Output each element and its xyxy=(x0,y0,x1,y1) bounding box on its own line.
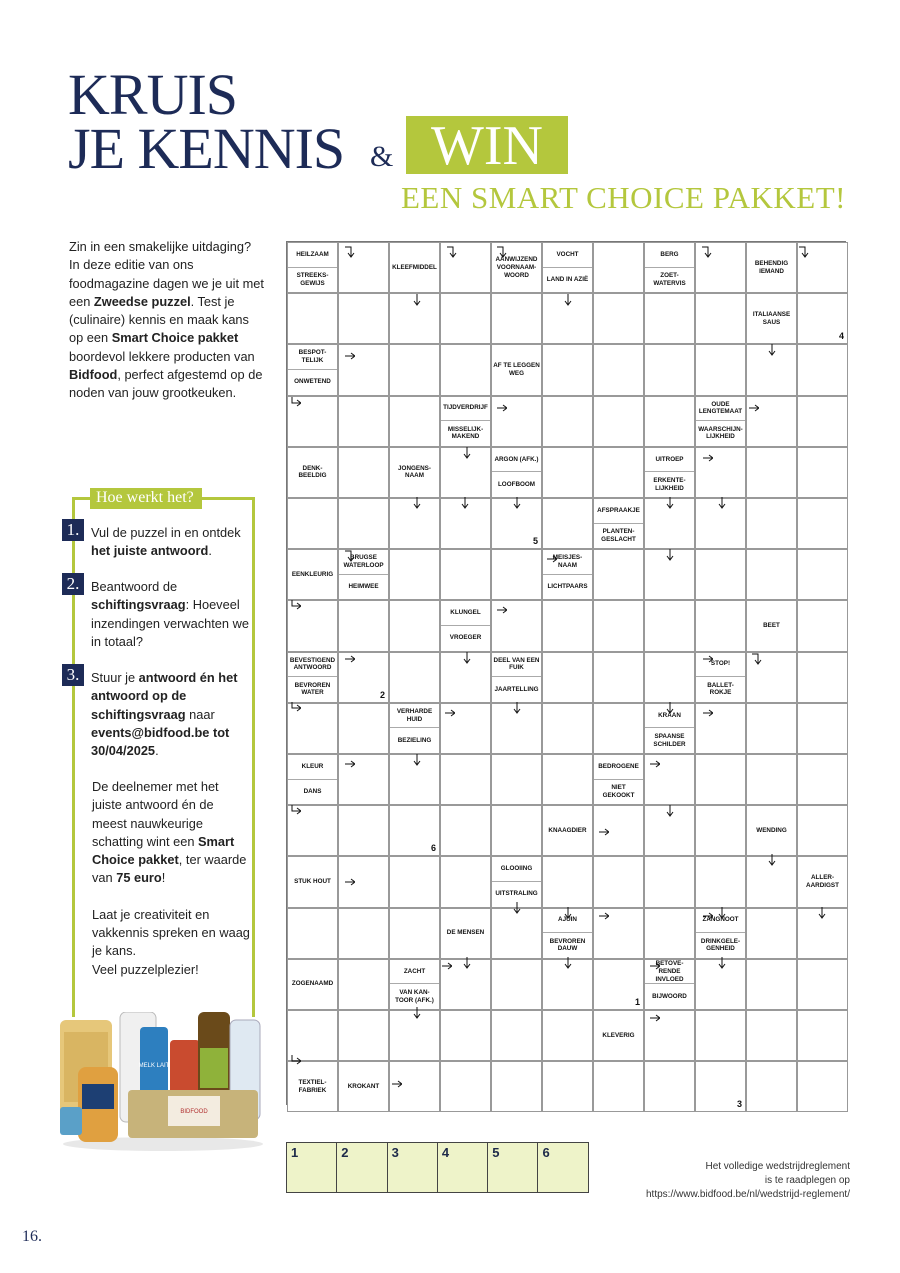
clue-cell: VERHARDE HUID xyxy=(390,704,439,729)
clue-arrow-icon xyxy=(445,707,455,719)
step-2-number: 2. xyxy=(62,573,84,595)
win-text: WIN xyxy=(431,115,543,177)
clue-cell: ERKENTE-LIJKHEID xyxy=(653,476,686,492)
win-badge xyxy=(406,115,568,177)
grid-cell[interactable] xyxy=(389,396,440,447)
grid-cell[interactable] xyxy=(746,959,797,1010)
clue-arrow-icon xyxy=(412,1007,422,1019)
clue-arrow-icon xyxy=(345,758,355,770)
grid-cell[interactable] xyxy=(542,652,593,703)
solution-number: 1 xyxy=(635,997,641,1007)
clue-arrow-icon xyxy=(512,497,522,509)
clue-arrow-icon xyxy=(650,960,660,972)
clue-cell: STOP! xyxy=(696,653,745,678)
product-package-image xyxy=(58,1012,268,1152)
grid-cell[interactable] xyxy=(491,293,542,344)
grid-cell[interactable] xyxy=(593,1061,644,1112)
grid-cell[interactable] xyxy=(287,908,338,959)
answer-row xyxy=(286,1142,589,1193)
answer-cell[interactable]: 2 xyxy=(337,1143,387,1192)
clue-arrow-icon xyxy=(412,294,422,306)
solution-number: 6 xyxy=(431,843,437,854)
grid-cell[interactable] xyxy=(338,703,389,754)
grid-cell[interactable] xyxy=(593,242,644,293)
grid-cell[interactable] xyxy=(338,293,389,344)
answer-cell[interactable]: 6 xyxy=(542,1145,550,1160)
clue-arrow-icon xyxy=(462,447,472,459)
grid-cell[interactable] xyxy=(491,754,542,805)
grid-cell[interactable] xyxy=(746,1010,797,1061)
clue-cell: UITSTRALING xyxy=(495,890,538,898)
grid-cell[interactable] xyxy=(338,396,389,447)
clue-arrow-icon xyxy=(291,1055,301,1067)
clue-arrow-icon xyxy=(345,550,355,562)
grid-cell[interactable] xyxy=(542,447,593,498)
grid-cell[interactable] xyxy=(440,856,491,907)
outro-text xyxy=(92,778,250,979)
page-number: 16. xyxy=(22,1228,42,1245)
clue-cell: AF TE LEGGEN WEG xyxy=(493,362,540,377)
clue-arrow-icon xyxy=(447,246,457,258)
how-it-works-label: Hoe werkt het? xyxy=(90,488,202,509)
grid-cell[interactable] xyxy=(440,293,491,344)
grid-cell[interactable] xyxy=(491,959,542,1010)
clue-arrow-icon xyxy=(345,350,355,362)
grid-cell[interactable] xyxy=(797,396,848,447)
grid-cell[interactable] xyxy=(797,600,848,651)
grid-cell[interactable] xyxy=(542,344,593,395)
step-part: : Hoeveel inzendingen verwachten we in totaal? xyxy=(91,597,249,649)
grid-cell[interactable] xyxy=(491,805,542,856)
grid-cell[interactable] xyxy=(695,856,746,907)
clue-arrow-icon xyxy=(563,957,573,969)
grid-cell[interactable] xyxy=(287,293,338,344)
clue-cell: AANWIJZEND VOORNAAM-WOORD xyxy=(495,255,538,279)
clue-arrow-icon xyxy=(703,452,713,464)
clue-arrow-icon xyxy=(460,497,470,509)
product-label: BIDFOOD xyxy=(180,1109,208,1115)
clue-arrow-icon xyxy=(703,910,713,922)
clue-cell: LOOFBOOM xyxy=(497,480,536,488)
outro-bold: 75 euro xyxy=(116,870,162,886)
clue-cell: JAARTELLING xyxy=(494,685,539,693)
step-part: Vul de puzzel in en ontdek xyxy=(91,525,241,540)
clue-arrow-icon xyxy=(717,497,727,509)
clue-cell: ITALIAANSE SAUS xyxy=(752,310,791,326)
intro-bold: Bidfood xyxy=(69,367,118,383)
grid-cell[interactable] xyxy=(746,754,797,805)
clue-cell: DENK-BEELDIG xyxy=(298,464,327,480)
step-1-text xyxy=(91,524,251,561)
clue-cell: BEET xyxy=(763,622,780,630)
grid-cell[interactable] xyxy=(389,856,440,907)
answer-cell[interactable]: 4 xyxy=(438,1143,488,1192)
clue-cell: LAND IN AZIË xyxy=(546,275,589,283)
clue-cell: HEIMWEE xyxy=(348,583,379,591)
clue-cell: JONGENS-NAAM xyxy=(398,464,431,480)
clue-cell: GLOOIING xyxy=(492,857,541,882)
clue-arrow-icon xyxy=(749,402,759,414)
clue-cell: ZACHT xyxy=(390,960,439,985)
grid-cell[interactable] xyxy=(593,600,644,651)
clue-cell: BEDROGENE xyxy=(594,755,643,780)
clue-arrow-icon xyxy=(512,902,522,914)
clue-arrow-icon xyxy=(665,497,675,509)
clue-cell: BRUGSE WATERLOOP xyxy=(339,550,388,575)
grid-cell[interactable] xyxy=(797,703,848,754)
clue-arrow-icon xyxy=(717,907,727,919)
clue-arrow-icon xyxy=(665,549,675,561)
grid-cell[interactable] xyxy=(542,396,593,447)
grid-cell[interactable] xyxy=(338,498,389,549)
grid-cell[interactable] xyxy=(287,1010,338,1061)
clue-cell: STUK HOUT xyxy=(294,878,331,886)
grid-cell[interactable] xyxy=(389,908,440,959)
grid-cell[interactable] xyxy=(593,856,644,907)
grid-cell[interactable] xyxy=(491,1061,542,1112)
clue-arrow-icon xyxy=(345,246,355,258)
grid-cell[interactable] xyxy=(440,549,491,600)
grid-cell[interactable] xyxy=(797,652,848,703)
clue-arrow-icon xyxy=(442,960,452,972)
outro-part: ! xyxy=(161,870,166,886)
grid-cell[interactable] xyxy=(797,805,848,856)
clue-cell: TIJDVERDRIJF xyxy=(441,397,490,422)
clue-arrow-icon xyxy=(412,497,422,509)
clue-cell: PLANTEN-GESLACHT xyxy=(601,528,636,543)
solution-number: 3 xyxy=(737,1099,743,1110)
grid-cell[interactable] xyxy=(491,549,542,600)
clue-arrow-icon xyxy=(767,344,777,356)
subtitle: EEN SMART CHOICE PAKKET! xyxy=(400,180,846,215)
clue-cell: LICHTPAARS xyxy=(547,583,588,591)
clue-cell: DE MENSEN xyxy=(446,929,485,937)
intro-part: boordevol lekkere producten van xyxy=(69,348,255,364)
grid-cell[interactable] xyxy=(797,549,848,600)
clue-cell: BALLET-ROKJE xyxy=(707,681,734,697)
clue-cell: ONWETEND xyxy=(294,378,331,386)
grid-cell[interactable] xyxy=(644,908,695,959)
clue-cell: KNAAGDIER xyxy=(548,826,587,834)
intro-bold: Zweedse puzzel xyxy=(93,293,191,309)
grid-cell[interactable] xyxy=(593,703,644,754)
clue-arrow-icon xyxy=(412,754,422,766)
clue-cell: BIJWOORD xyxy=(652,992,687,1000)
grid-cell[interactable] xyxy=(389,549,440,600)
grid-cell[interactable] xyxy=(644,652,695,703)
title-je-kennis: JE KENNIS xyxy=(68,116,345,181)
title-ampersand: & xyxy=(370,140,394,173)
grid-cell[interactable] xyxy=(746,498,797,549)
clue-cell: BEVESTIGEND ANTWOORD xyxy=(288,653,337,678)
step-part: naar xyxy=(185,706,215,722)
clue-arrow-icon xyxy=(291,600,301,612)
clue-cell: BERG xyxy=(645,243,694,268)
grid-cell[interactable] xyxy=(644,344,695,395)
clue-cell: ZOGENAAMD xyxy=(291,980,334,988)
grid-cell[interactable] xyxy=(644,396,695,447)
rules-line-2: is te raadplegen op xyxy=(764,1175,850,1186)
grid-cell[interactable] xyxy=(797,959,848,1010)
outro-wish: Veel puzzelplezier! xyxy=(92,961,199,977)
outro-part: De deelnemer met het juiste antwoord én de meest nauwkeurige schatting wint een xyxy=(92,779,219,849)
solution-number: 5 xyxy=(533,536,539,547)
grid-cell[interactable] xyxy=(389,600,440,651)
step-part: . xyxy=(208,543,212,559)
grid-cell[interactable] xyxy=(644,1061,695,1112)
clue-cell: ARGON (AFK.) xyxy=(492,448,541,473)
answer-cell[interactable]: 1 xyxy=(287,1143,337,1192)
grid-cell[interactable] xyxy=(338,1010,389,1061)
clue-arrow-icon xyxy=(291,397,301,409)
grid-cell[interactable] xyxy=(797,754,848,805)
step-bold: schiftingsvraag xyxy=(91,597,186,613)
answer-cell[interactable]: 5 xyxy=(488,1143,538,1192)
clue-arrow-icon xyxy=(752,653,762,665)
intro-text xyxy=(69,238,264,403)
clue-cell: OUDE LENGTEMAAT xyxy=(696,397,745,422)
grid-cell[interactable] xyxy=(746,549,797,600)
outro-bold: Smart Choice pakket xyxy=(92,833,235,868)
step-part: Beantwoord de xyxy=(91,579,178,594)
grid-cell[interactable] xyxy=(695,805,746,856)
clue-arrow-icon xyxy=(462,957,472,969)
clue-arrow-icon xyxy=(291,805,301,817)
clue-cell: KLEUR xyxy=(288,755,337,780)
clue-cell: KLEVERIG xyxy=(602,1031,635,1039)
crossword-grid xyxy=(286,241,846,1110)
clue-cell: KLUNGEL xyxy=(441,601,490,626)
clue-arrow-icon xyxy=(462,652,472,664)
clue-arrow-icon xyxy=(665,805,675,817)
grid-cell[interactable] xyxy=(797,498,848,549)
grid-cell[interactable] xyxy=(440,1061,491,1112)
clue-cell: ZOET-WATERVIS xyxy=(653,272,686,287)
clue-arrow-icon xyxy=(392,1078,402,1090)
grid-cell[interactable] xyxy=(695,600,746,651)
clue-cell: AJUIN xyxy=(543,909,592,934)
clue-arrow-icon xyxy=(767,854,777,866)
grid-cell[interactable] xyxy=(593,447,644,498)
grid-cell[interactable] xyxy=(746,447,797,498)
clue-cell: VOCHT xyxy=(543,243,592,268)
grid-cell[interactable] xyxy=(542,1010,593,1061)
grid-cell[interactable] xyxy=(542,600,593,651)
clue-cell: SPAANSE SCHILDER xyxy=(653,732,686,748)
intro-part: . Test je (culinaire) kennis en maak kans op een xyxy=(69,293,249,346)
grid-cell[interactable] xyxy=(593,549,644,600)
clue-cell: BEVROREN WATER xyxy=(294,681,331,697)
grid-cell[interactable] xyxy=(797,447,848,498)
grid-cell[interactable] xyxy=(542,498,593,549)
clue-arrow-icon xyxy=(702,246,712,258)
clue-cell: BEVROREN DAUW xyxy=(549,937,586,953)
grid-cell[interactable] xyxy=(338,805,389,856)
clue-cell: EENKLEURIG xyxy=(291,570,334,578)
clue-arrow-icon xyxy=(547,553,557,565)
grid-cell[interactable] xyxy=(593,396,644,447)
grid-cell[interactable] xyxy=(644,600,695,651)
answer-cell[interactable]: 3 xyxy=(388,1143,438,1192)
clue-arrow-icon xyxy=(717,957,727,969)
clue-cell: BEZIELING xyxy=(397,736,432,744)
clue-arrow-icon xyxy=(599,910,609,922)
clue-cell: DEEL VAN EEN FUIK xyxy=(492,653,541,678)
grid-cell[interactable] xyxy=(593,652,644,703)
clue-cell: ALLER-AARDIGST xyxy=(806,874,839,889)
grid-cell[interactable] xyxy=(797,1061,848,1112)
clue-arrow-icon xyxy=(703,653,713,665)
clue-cell: DRINKGELE-GENHEID xyxy=(700,937,741,953)
grid-cell[interactable] xyxy=(695,1010,746,1061)
clue-cell: BETOVE-RENDE INVLOED xyxy=(645,960,694,985)
step-part: . xyxy=(155,743,159,759)
grid-cell[interactable] xyxy=(542,703,593,754)
grid-cell[interactable] xyxy=(746,1061,797,1112)
grid-cell[interactable] xyxy=(338,600,389,651)
step-bold: events@bidfood.be tot 30/04/2025 xyxy=(91,724,230,759)
grid-cell[interactable] xyxy=(389,652,440,703)
outro-cta: Laat je creativiteit en vakkennis spreken en waag je kans. xyxy=(92,906,250,959)
step-3-number: 3. xyxy=(62,664,84,686)
grid-cell[interactable] xyxy=(389,344,440,395)
grid-cell[interactable] xyxy=(746,908,797,959)
grid-cell[interactable] xyxy=(338,959,389,1010)
grid-cell[interactable] xyxy=(440,1010,491,1061)
grid-cell[interactable] xyxy=(593,293,644,344)
outro-part: , ter waarde van xyxy=(92,852,247,886)
grid-cell[interactable] xyxy=(338,908,389,959)
clue-cell: UITROEP xyxy=(645,448,694,473)
grid-cell[interactable] xyxy=(593,344,644,395)
grid-cell[interactable] xyxy=(695,293,746,344)
clue-cell: ZANGNOOT xyxy=(696,909,745,934)
grid-cell[interactable] xyxy=(797,344,848,395)
clue-cell: MEISJES-NAAM xyxy=(543,550,592,575)
clue-arrow-icon xyxy=(291,702,301,714)
clue-cell: BESPOT-TELIJK xyxy=(288,345,337,370)
clue-arrow-icon xyxy=(512,702,522,714)
grid-cell[interactable] xyxy=(797,1010,848,1061)
step-3-text xyxy=(91,669,251,760)
clue-arrow-icon xyxy=(345,876,355,888)
clue-cell: KROKANT xyxy=(347,1082,380,1090)
clue-cell: KRAAN xyxy=(645,704,694,729)
grid-cell[interactable] xyxy=(440,805,491,856)
grid-cell[interactable] xyxy=(746,703,797,754)
clue-cell: STREEKS-GEWIJS xyxy=(296,272,329,287)
solution-number: 4 xyxy=(839,331,845,342)
grid-cell[interactable] xyxy=(695,549,746,600)
intro-bold: Smart Choice pakket xyxy=(111,330,239,346)
grid-cell[interactable] xyxy=(440,344,491,395)
clue-cell: DANS xyxy=(303,787,322,795)
clue-cell: KLEEFMIDDEL xyxy=(392,263,437,271)
grid-cell[interactable] xyxy=(491,1010,542,1061)
clue-arrow-icon xyxy=(703,707,713,719)
clue-arrow-icon xyxy=(497,246,507,258)
step-bold: antwoord én het antwoord op de schiftingsvraag xyxy=(91,670,238,722)
grid-cell[interactable] xyxy=(644,856,695,907)
grid-cell[interactable] xyxy=(542,856,593,907)
step-1-number: 1. xyxy=(62,519,84,541)
grid-cell[interactable] xyxy=(644,293,695,344)
clue-cell: NIET GEKOOKT xyxy=(602,784,635,799)
clue-cell: BEHENDIG IEMAND xyxy=(754,259,789,275)
intro-part: Zin in een smakelijke uitdaging? In deze editie van ons foodmagazine dagen we je uit met een xyxy=(69,239,264,309)
grid-cell[interactable] xyxy=(542,754,593,805)
clue-arrow-icon xyxy=(650,758,660,770)
clue-arrow-icon xyxy=(497,604,507,616)
clue-cell: AFSPRAAKJE xyxy=(594,499,643,524)
clue-cell: WENDING xyxy=(756,826,787,834)
clue-arrow-icon xyxy=(563,294,573,306)
step-2-text xyxy=(91,578,251,651)
rules-line-1: Het volledige wedstrijdreglement xyxy=(705,1161,850,1172)
clue-cell: MISSELIJK-MAKEND xyxy=(447,425,484,441)
grid-cell[interactable] xyxy=(338,447,389,498)
grid-cell[interactable] xyxy=(491,908,542,959)
clue-arrow-icon xyxy=(345,653,355,665)
grid-cell[interactable] xyxy=(287,498,338,549)
clue-cell: TEXTIEL-FABRIEK xyxy=(298,1078,327,1094)
clue-cell: VAN KAN-TOOR (AFK.) xyxy=(395,988,434,1004)
clue-arrow-icon xyxy=(497,402,507,414)
clue-arrow-icon xyxy=(817,907,827,919)
step-part: Stuur je xyxy=(91,670,139,685)
grid-cell[interactable] xyxy=(542,1061,593,1112)
intro-part: , perfect afgestemd op de noden van jouw grootkeuken. xyxy=(69,367,263,401)
title-kruis: KRUIS xyxy=(68,62,238,127)
rules-note xyxy=(646,1160,850,1202)
clue-arrow-icon xyxy=(799,246,809,258)
rules-link[interactable]: https://www.bidfood.be/nl/wedstrijd-reglement/ xyxy=(646,1189,850,1200)
product-label: MELK LAIT xyxy=(138,1063,170,1069)
solution-number: 2 xyxy=(380,689,386,700)
grid-cell[interactable] xyxy=(440,754,491,805)
step-bold: het juiste antwoord xyxy=(91,543,209,559)
clue-arrow-icon xyxy=(650,1012,660,1024)
grid-cell[interactable] xyxy=(695,344,746,395)
clue-arrow-icon xyxy=(563,907,573,919)
clue-cell: VROEGER xyxy=(449,634,482,642)
grid-cell[interactable] xyxy=(695,754,746,805)
clue-arrow-icon xyxy=(599,826,609,838)
clue-arrow-icon xyxy=(665,702,675,714)
clue-cell: HEILZAAM xyxy=(288,243,337,268)
clue-cell: WAARSCHIJN-LIJKHEID xyxy=(698,425,743,441)
